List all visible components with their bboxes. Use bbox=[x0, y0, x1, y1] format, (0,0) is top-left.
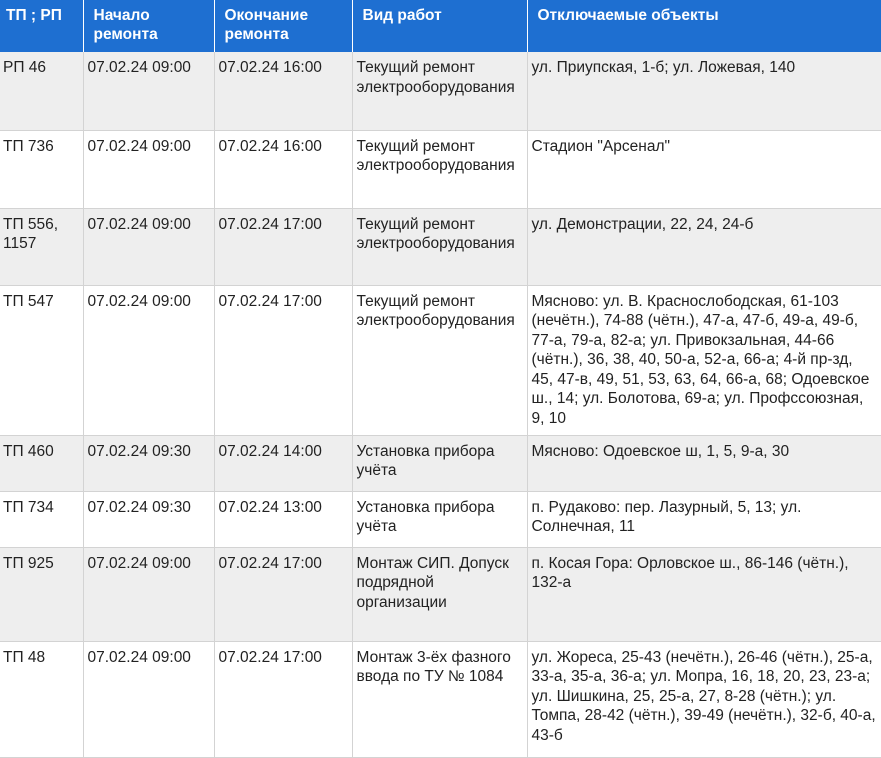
table-row bbox=[0, 435, 881, 491]
cell-repair-end: 07.02.24 16:00 bbox=[214, 52, 352, 130]
cell-work-type: Установка прибора учёта bbox=[352, 435, 527, 491]
cell-substation: ТП 925 bbox=[0, 547, 83, 641]
cell-repair-start: 07.02.24 09:00 bbox=[83, 130, 214, 208]
cell-substation: ТП 48 bbox=[0, 641, 83, 757]
cell-disconnected-objects: Мясново: Одоевское ш, 1, 5, 9-а, 30 bbox=[527, 435, 881, 491]
cell-disconnected-objects: ул. Жореса, 25-43 (нечётн.), 26-46 (чётн.), 25-а, 33-а, 35-а, 36-а; ул. Мопра, 16, 18, 20, 23, 23-а; ул. Шишкина, 25, 25-а, 27, 8-28 (чётн.); ул. Томпа, 28-42 (чётн.), 39-49 (нечётн.), 32-б, 40-а, 43-б bbox=[527, 641, 881, 757]
cell-substation: РП 46 bbox=[0, 52, 83, 130]
cell-work-type: Текущий ремонт электрооборудования bbox=[352, 52, 527, 130]
table-row bbox=[0, 208, 881, 285]
cell-disconnected-objects: Мясново: ул. В. Краснослободская, 61-103 (нечётн.), 74-88 (чётн.), 47-а, 47-б, 49-а, 49-б, 77-а, 79-а, 82-а; ул. Привокзальная, 44-66 (чётн.), 36, 38, 40, 50-а, 52-а, 66-а; 4-й пр-зд, 45, 47-в, 49, 51, 53, 63, 64, 66-а, 68; Одоевское ш., 14; ул. Болотова, 69-а; ул. Профссоюзная, 9, 10 bbox=[527, 285, 881, 435]
cell-repair-end: 07.02.24 13:00 bbox=[214, 491, 352, 547]
table-row bbox=[0, 547, 881, 641]
cell-disconnected-objects: п. Косая Гора: Орловское ш., 86-146 (чётн.), 132-а bbox=[527, 547, 881, 641]
cell-repair-start: 07.02.24 09:00 bbox=[83, 52, 214, 130]
cell-repair-end: 07.02.24 17:00 bbox=[214, 285, 352, 435]
table-row bbox=[0, 641, 881, 757]
cell-repair-end: 07.02.24 17:00 bbox=[214, 208, 352, 285]
table-row bbox=[0, 52, 881, 130]
cell-work-type: Монтаж СИП. Допуск подрядной организации bbox=[352, 547, 527, 641]
header-repair-start: Начало ремонта bbox=[83, 0, 214, 52]
cell-disconnected-objects: ул. Демонстрации, 22, 24, 24-б bbox=[527, 208, 881, 285]
table-header bbox=[0, 0, 881, 52]
table-row bbox=[0, 285, 881, 435]
header-row bbox=[0, 0, 881, 52]
header-disconnected-objects: Отключаемые объекты bbox=[527, 0, 881, 52]
cell-work-type: Текущий ремонт электрооборудования bbox=[352, 208, 527, 285]
cell-repair-start: 07.02.24 09:00 bbox=[83, 285, 214, 435]
cell-repair-end: 07.02.24 16:00 bbox=[214, 130, 352, 208]
header-repair-end: Окончание ремонта bbox=[214, 0, 352, 52]
cell-disconnected-objects: п. Рудаково: пер. Лазурный, 5, 13; ул. Солнечная, 11 bbox=[527, 491, 881, 547]
table-row bbox=[0, 491, 881, 547]
cell-disconnected-objects: ул. Приупская, 1-б; ул. Ложевая, 140 bbox=[527, 52, 881, 130]
cell-substation: ТП 460 bbox=[0, 435, 83, 491]
cell-work-type: Монтаж 3-ёх фазного ввода по ТУ № 1084 bbox=[352, 641, 527, 757]
cell-substation: ТП 556, 1157 bbox=[0, 208, 83, 285]
header-substation: ТП ; РП bbox=[0, 0, 83, 52]
cell-substation: ТП 736 bbox=[0, 130, 83, 208]
cell-substation: ТП 734 bbox=[0, 491, 83, 547]
cell-work-type: Текущий ремонт электрооборудования bbox=[352, 285, 527, 435]
cell-repair-start: 07.02.24 09:00 bbox=[83, 547, 214, 641]
table-row bbox=[0, 130, 881, 208]
cell-repair-end: 07.02.24 17:00 bbox=[214, 641, 352, 757]
header-work-type: Вид работ bbox=[352, 0, 527, 52]
cell-repair-start: 07.02.24 09:30 bbox=[83, 491, 214, 547]
cell-work-type: Текущий ремонт электрооборудования bbox=[352, 130, 527, 208]
cell-repair-end: 07.02.24 14:00 bbox=[214, 435, 352, 491]
cell-work-type: Установка прибора учёта bbox=[352, 491, 527, 547]
cell-substation: ТП 547 bbox=[0, 285, 83, 435]
cell-repair-start: 07.02.24 09:30 bbox=[83, 435, 214, 491]
cell-repair-end: 07.02.24 17:00 bbox=[214, 547, 352, 641]
cell-repair-start: 07.02.24 09:00 bbox=[83, 641, 214, 757]
cell-disconnected-objects: Стадион "Арсенал" bbox=[527, 130, 881, 208]
cell-repair-start: 07.02.24 09:00 bbox=[83, 208, 214, 285]
table-body bbox=[0, 52, 881, 757]
